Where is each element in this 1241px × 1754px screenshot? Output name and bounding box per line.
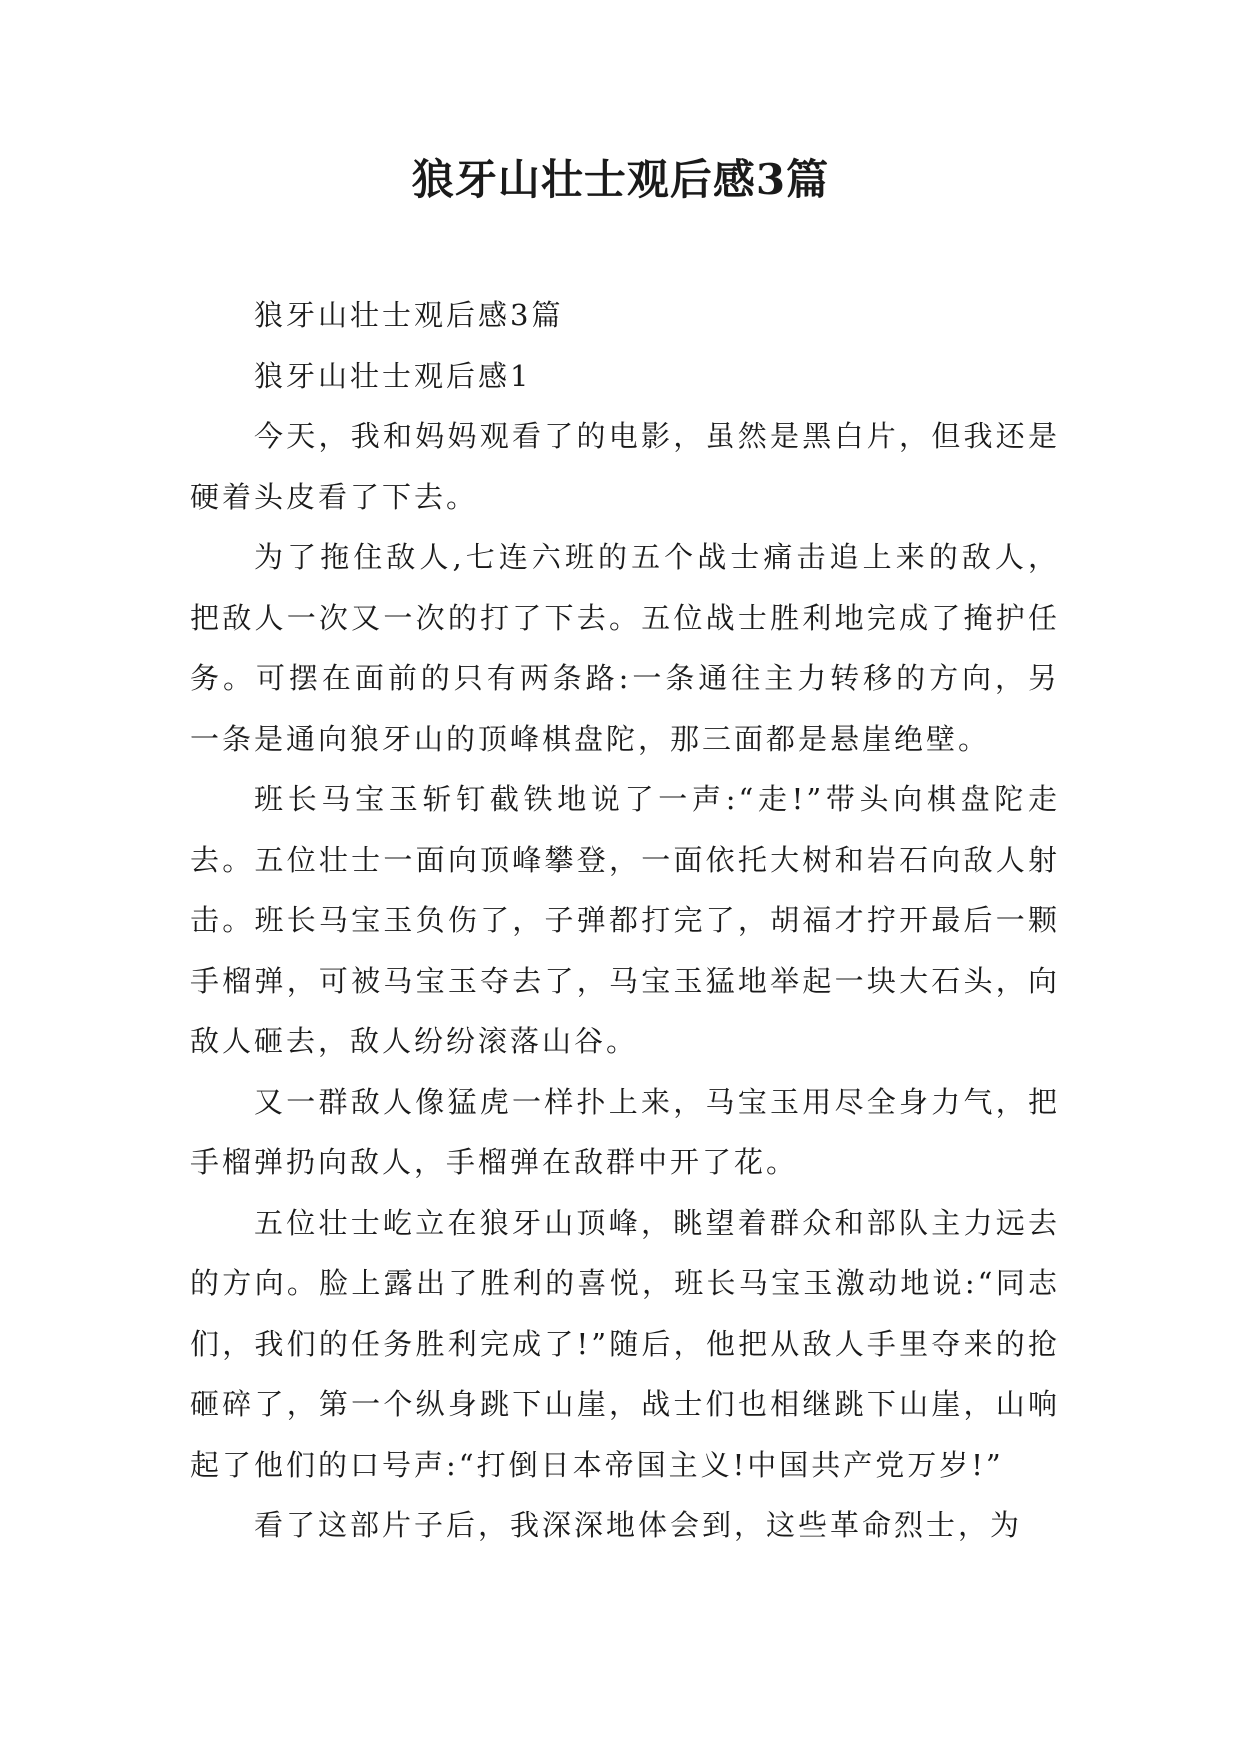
paragraph: 看了这部片子后，我深深地体会到，这些革命烈士，为 bbox=[254, 1508, 1023, 1542]
paragraph-section-heading: 狼牙山壮士观后感1 bbox=[254, 358, 532, 393]
paragraph: 班长马宝玉斩钉截铁地说了一声:“走!”带头向棋盘陀走去。五位壮士一面向顶峰攀登，一面依托大树和岩石向敌人射击。班长马宝玉负伤了，子弹都打完了，胡福才拧开最后一颗手榴弹，可被马宝玉夺去了，马宝玉猛地举起一块大石头，向敌人砸去，敌人纷纷滚落山谷。 bbox=[190, 782, 1060, 1058]
paragraph: 今天，我和妈妈观看了的电影，虽然是黑白片，但我还是硬着头皮看了下去。 bbox=[190, 419, 1060, 514]
document-body bbox=[190, 285, 1060, 1556]
paragraph: 为了拖住敌人,七连六班的五个战士痛击追上来的敌人，把敌人一次又一次的打了下去。五位战士胜利地完成了掩护任务。可摆在面前的只有两条路:一条通往主力转移的方向，另一条是通向狼牙山的顶峰棋盘陀，那三面都是悬崖绝壁。 bbox=[190, 540, 1060, 756]
paragraph: 五位壮士屹立在狼牙山顶峰，眺望着群众和部队主力远去的方向。脸上露出了胜利的喜悦，班长马宝玉激动地说:“同志们，我们的任务胜利完成了!”随后，他把从敌人手里夺来的抢砸碎了，第一个纵身跳下山崖，战士们也相继跳下山崖，山响起了他们的口号声:“打倒日本帝国主义!中国共产党万岁!” bbox=[190, 1205, 1060, 1482]
document-title: 狼牙山壮士观后感3篇 bbox=[411, 155, 830, 204]
paragraph: 又一群敌人像猛虎一样扑上来，马宝玉用尽全身力气，把手榴弹扔向敌人，手榴弹在敌群中开了花。 bbox=[190, 1084, 1060, 1179]
paragraph-subtitle: 狼牙山壮士观后感3篇 bbox=[254, 298, 564, 332]
